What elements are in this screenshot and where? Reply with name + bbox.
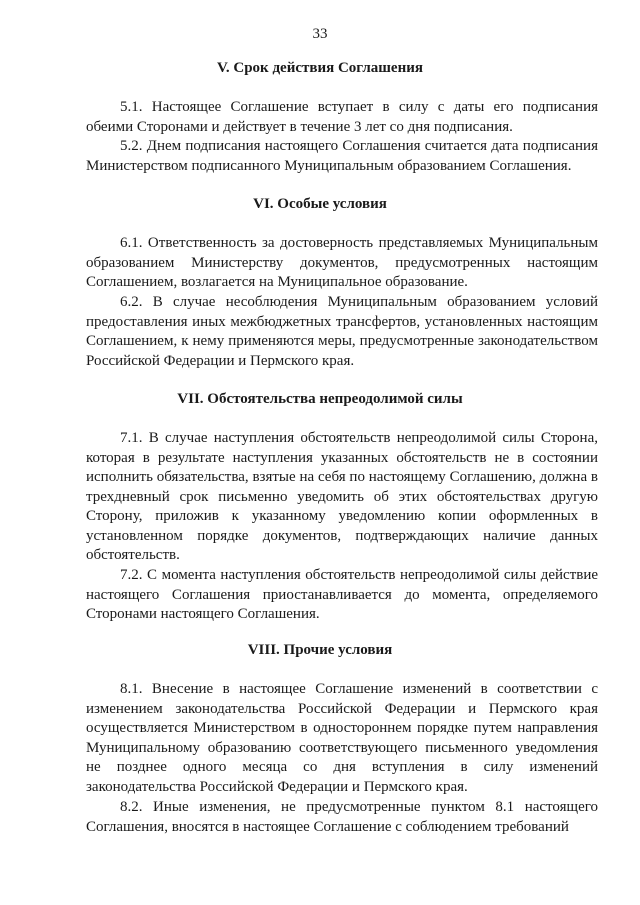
section-heading-other-conditions: VIII. Прочие условия bbox=[247, 642, 393, 658]
paragraph-5-1: 5.1. Настоящее Соглашение вступает в силу с даты его подписания обеими Сторонами и действует в течение 3 лет со дня подписания. bbox=[86, 99, 598, 135]
section-heading-special-conditions: VI. Особые условия bbox=[253, 196, 387, 212]
section-heading-force-majeure: VII. Обстоятельства непреодолимой силы bbox=[177, 391, 463, 407]
paragraph-8-1: 8.1. Внесение в настоящее Соглашение изменений в соответствии с изменением законодательства Российской Федерации и Пермского края осуществляется Министерством в одностороннем порядке путем направления Муниципальному образованию соответствующего письменного уведомления не позднее одного месяца со дня вступления в силу изменений законодательства Российской Федерации и Пермского края. bbox=[86, 681, 598, 795]
paragraph-7-1: 7.1. В случае наступления обстоятельств непреодолимой силы Сторона, которая в результате наступления указанных обстоятельств не в состоянии исполнить обязательства, взятые на себя по настоящему Соглашению, должна в трехдневный срок письменно уведомить об этих обстоятельствах другую Сторону, приложив к указанному уведомлению копии оформленных в установленном порядке документов, подтверждающих наличие данных обстоятельств. bbox=[86, 430, 598, 563]
paragraph-5-2: 5.2. Днем подписания настоящего Соглашения считается дата подписания Министерством подписанного Муниципальным образованием Соглашения. bbox=[86, 138, 598, 174]
paragraph-6-2: 6.2. В случае несоблюдения Муниципальным образованием условий предоставления иных межбюджетных трансфертов, установленных настоящим Соглашением, к нему применяются меры, предусмотренные законодательством Российской Федерации и Пермского края. bbox=[86, 294, 598, 369]
paragraph-8-2: 8.2. Иные изменения, не предусмотренные пунктом 8.1 настоящего Соглашения, вносятся в настоящее Соглашение с соблюдением требований bbox=[86, 799, 598, 835]
paragraph-6-1: 6.1. Ответственность за достоверность представляемых Муниципальным образованием Министерству документов, предусмотренных настоящим Соглашением, возлагается на Муниципальное образование. bbox=[86, 235, 598, 290]
section-heading-term: V. Срок действия Соглашения bbox=[216, 60, 423, 76]
paragraph-7-2: 7.2. С момента наступления обстоятельств непреодолимой силы действие настоящего Соглашения приостанавливается до момента, определяемого Сторонами настоящего Соглашения. bbox=[86, 567, 598, 622]
page-number: 33 bbox=[312, 26, 328, 42]
